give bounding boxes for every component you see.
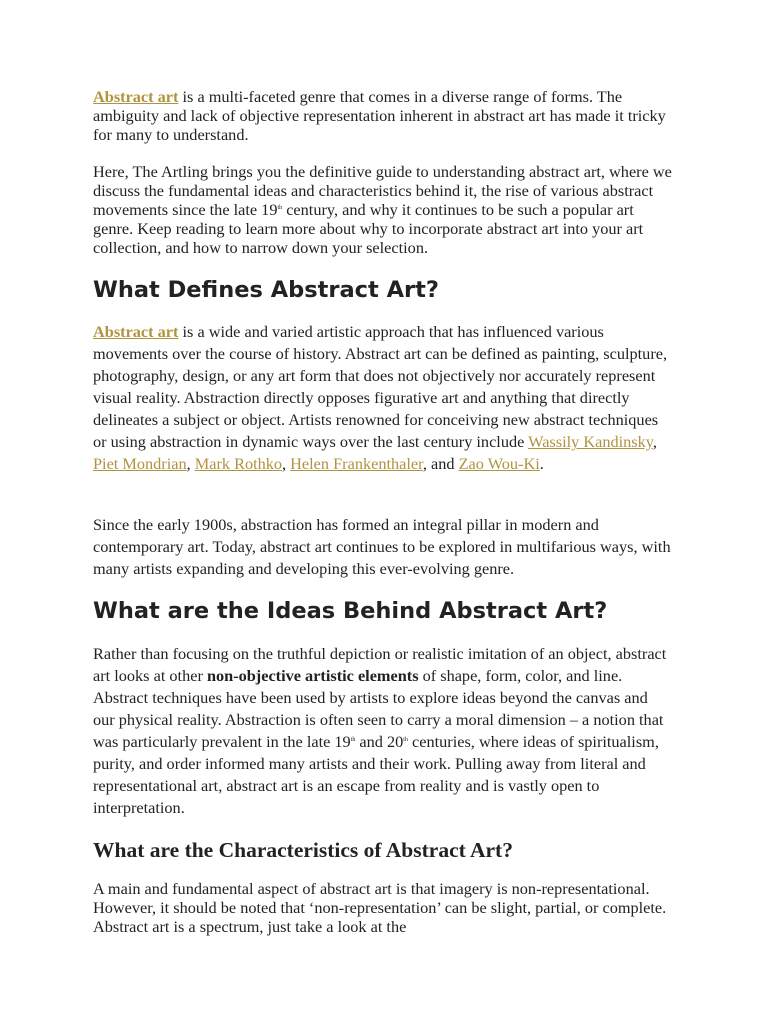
section1-paragraph-1: Abstract art is a wide and varied artistic approach that has influenced various movements over the course of history. Abstract art can be defined as painting, sculpture, photography, design, or any art form that does not objectively nor accurately represent visual reality. Abstraction directly opposes figurative art and anything that directly delineates a subject or object. Artists renowned for conceiving new abstract techniques or using abstraction in dynamic ways over the last century include Wassily Kandinsky, Piet Mondrian, Mark Rothko, Helen Frankenthaler, and Zao Wou-Ki. xyxy=(93,322,668,473)
heading-characteristics: What are the Characteristics of Abstract Art? xyxy=(93,838,513,862)
superscript-th: th xyxy=(403,737,408,743)
heading-ideas-behind: What are the Ideas Behind Abstract Art? xyxy=(93,598,608,624)
artist-link-mondrian[interactable]: Piet Mondrian xyxy=(93,454,187,473)
intro-paragraph-1: Abstract art is a multi-faceted genre that comes in a diverse range of forms. The ambiguity and lack of objective representation inherent in abstract art has made it tricky for many to understand. xyxy=(93,87,666,144)
bold-non-objective-elements: non-objective artistic elements xyxy=(206,666,419,685)
section1-paragraph-2: Since the early 1900s, abstraction has formed an integral pillar in modern and contemporary art. Today, abstract art continues to be explored in multifarious ways, with many artists expanding and developing this ever-evolving genre. xyxy=(93,515,671,578)
intro-paragraph-2: Here, The Artling brings you the definitive guide to understanding abstract art, where we discuss the fundamental ideas and characteristics behind it, the rise of various abstract movements since the late 19th century, and why it continues to be such a popular art genre. Keep reading to learn more about why to incorporate abstract art into your art collection, and how to narrow down your selection. xyxy=(93,162,672,257)
superscript-th: th xyxy=(350,737,356,743)
section2-paragraph: Rather than focusing on the truthful depiction or realistic imitation of an object, abstract art looks at other non-objective artistic elements of shape, form, color, and line. Abstract techniques have been used by artists to explore ideas beyond the canvas and our physical reality. Abstraction is often seen to carry a moral dimension – a notion that was particularly prevalent in the late 19th and 20th centuries, where ideas of spiritualism, purity, and order informed many artists and their work. Pulling away from literal and representational art, abstract art is an escape from reality and is vastly open to interpretation. xyxy=(93,644,667,817)
artist-link-frankenthaler[interactable]: Helen Frankenthaler xyxy=(290,454,423,473)
abstract-art-link[interactable]: Abstract art xyxy=(93,87,179,106)
artist-link-zao-wou-ki[interactable]: Zao Wou-Ki xyxy=(458,454,540,473)
heading-what-defines: What Defines Abstract Art? xyxy=(93,277,439,303)
artist-link-rothko[interactable]: Mark Rothko xyxy=(194,454,283,473)
section3-paragraph: A main and fundamental aspect of abstract art is that imagery is non-representational. However, it should be noted that ‘non-representation’ can be slight, partial, or complete. Abstract art is a spectrum, just take a look at the xyxy=(93,879,667,936)
abstract-art-link-2[interactable]: Abstract art xyxy=(93,322,179,341)
artist-link-kandinsky[interactable]: Wassily Kandinsky xyxy=(528,432,653,451)
superscript-th: th xyxy=(277,205,283,211)
